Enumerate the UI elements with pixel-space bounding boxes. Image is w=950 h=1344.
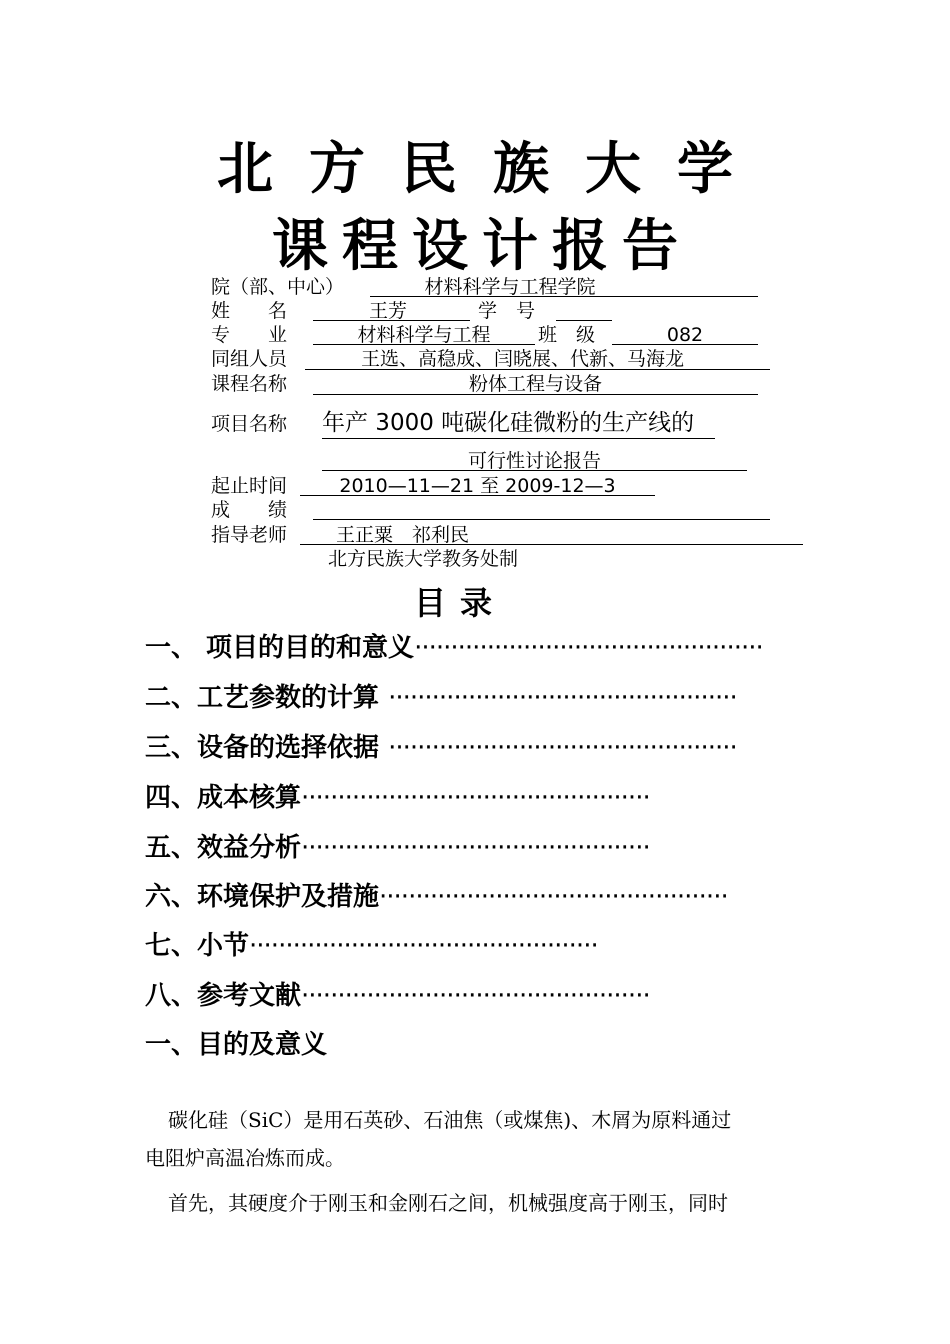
toc-item-leader: ················································	[388, 733, 737, 763]
toc-item-3	[145, 731, 737, 765]
toc-item-label: 五、效益分析	[145, 833, 302, 863]
toc-item-7	[145, 929, 598, 963]
major-value: 材料科学与工程	[357, 324, 491, 346]
class-underline	[612, 344, 758, 345]
project-value-line1: 年产 3000 吨碳化硅微粉的生产线的	[322, 410, 695, 436]
id-label: 学 号	[478, 300, 536, 322]
section-heading: 一、目的及意义	[145, 1030, 328, 1060]
period-value: 2010—11—21 至 2009-12—3	[339, 475, 616, 497]
toc-item-leader: ················································	[414, 633, 763, 663]
course-underline	[313, 394, 758, 395]
dept-label: 院（部、中心）	[211, 276, 345, 298]
toc-item-label: 三、设备的选择依据	[145, 733, 389, 763]
university-name: 北方民族大学	[217, 136, 769, 202]
toc-item-5	[145, 831, 650, 865]
paragraph-2-line-1: 首先，其硬度介于刚玉和金刚石之间，机械强度高于刚玉，同时	[168, 1191, 728, 1215]
project-underline-2	[322, 470, 747, 471]
toc-item-leader: ················································	[379, 882, 728, 912]
toc-item-8	[145, 979, 650, 1013]
name-underline	[313, 320, 470, 321]
advisor-underline	[300, 544, 803, 545]
course-value: 粉体工程与设备	[468, 373, 602, 395]
paragraph-1-line-1: 碳化硅（SiC）是用石英砂、石油焦（或煤焦)、木屑为原料通过	[168, 1108, 732, 1132]
toc-item-label: 二、工艺参数的计算	[145, 683, 389, 713]
paragraph-1-line-2: 电阻炉高温冶炼而成。	[145, 1146, 345, 1170]
project-value-line2: 可行性讨论报告	[467, 450, 601, 472]
id-underline	[556, 320, 612, 321]
toc-item-label: 一、 项目的目的和意义	[145, 633, 415, 663]
toc-item-4	[145, 781, 650, 815]
toc-item-label: 四、成本核算	[145, 783, 302, 813]
score-underline	[313, 519, 770, 520]
class-value: 082	[666, 324, 704, 346]
dept-underline	[370, 296, 758, 297]
dept-value: 材料科学与工程学院	[424, 276, 596, 298]
period-underline	[300, 495, 655, 496]
issuer-text: 北方民族大学教务处制	[328, 548, 519, 570]
group-underline	[305, 369, 770, 370]
toc-item-2	[145, 681, 737, 715]
course-label: 课程名称	[211, 373, 288, 395]
toc-item-leader: ················································	[301, 783, 650, 813]
report-title: 课程设计报告	[272, 213, 692, 279]
toc-item-leader: ················································	[249, 931, 598, 961]
toc-item-label: 六、环境保护及措施	[145, 882, 380, 912]
major-label: 专 业	[211, 324, 288, 346]
group-label: 同组人员	[211, 348, 288, 370]
advisor-label: 指导老师	[211, 524, 288, 546]
toc-item-leader: ················································	[301, 981, 650, 1011]
period-label: 起止时间	[211, 475, 288, 497]
toc-heading: 目录	[413, 584, 506, 622]
score-label: 成 绩	[211, 499, 288, 521]
toc-item-1	[145, 631, 763, 665]
toc-item-6	[145, 880, 728, 914]
toc-item-leader: ················································	[301, 833, 650, 863]
toc-item-leader: ················································	[388, 683, 737, 713]
toc-item-label: 八、参考文献	[145, 981, 302, 1011]
class-label: 班 级	[538, 324, 596, 346]
toc-item-label: 七、小节	[145, 931, 250, 961]
name-value: 王芳	[368, 300, 407, 322]
group-value: 王选、高稳成、闫晓展、代新、马海龙	[360, 348, 684, 370]
name-label: 姓 名	[211, 300, 288, 322]
major-underline	[313, 344, 535, 345]
project-underline-1	[322, 438, 715, 439]
advisor-value: 王正粟 祁利民	[336, 524, 470, 546]
project-label: 项目名称	[211, 413, 288, 435]
